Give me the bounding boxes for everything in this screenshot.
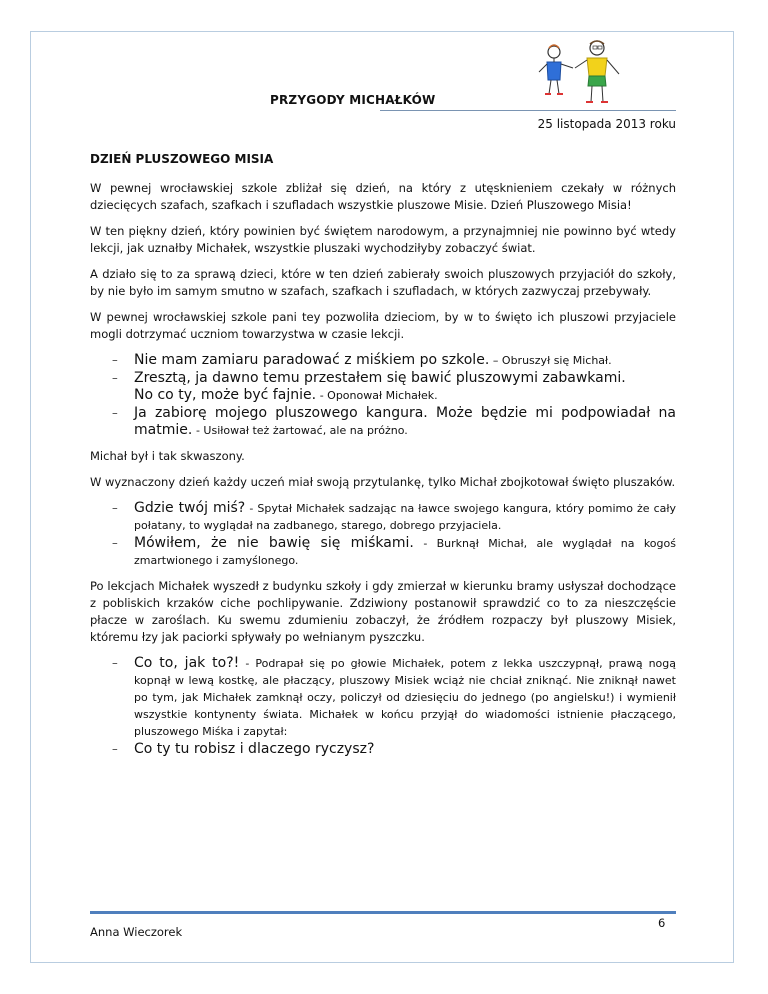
dialogue-item [90, 535, 676, 569]
dialogue-speech: Nie mam zamiaru paradować z miśkiem po szkole. [134, 352, 490, 368]
dialogue-speech: Co ty tu robisz i dlaczego ryczysz? [134, 741, 375, 757]
dialogue-item [90, 655, 676, 740]
dialogue-item [90, 741, 676, 758]
story-heading: DZIEŃ PLUSZOWEGO MISIA [90, 152, 274, 166]
dialogue-tag: - Oponował Michałek. [319, 389, 438, 402]
dialogue-item [90, 405, 676, 439]
dialogue-tag: - Usiłował też żartować, ale na próżno. [195, 424, 408, 437]
dialogue-item [90, 352, 676, 369]
dialogue-item [90, 500, 676, 534]
dialogue-tag: - Burknął Michał, ale wyglądał na kogoś zmartwionego i zamyślonego. [134, 537, 676, 567]
paragraph-5: Michał był i tak skwaszony. [90, 449, 245, 463]
dialogue-speech: Co to, jak to?! [134, 655, 240, 671]
children-drawing-logo [527, 38, 627, 110]
page-number: 6 [658, 916, 666, 930]
dialogue-tag: – Obruszył się Michał. [492, 354, 612, 367]
dialogue-speech: – Zresztą, ja dawno temu przestałem się bawić pluszowymi zabawkami. [134, 370, 626, 386]
dialogue-speech: Mówiłem, że nie bawię się miśkami. [134, 535, 414, 551]
story-content [90, 151, 676, 767]
dialogue-tag: - Podrapał się po głowie Michałek, potem z lekka uszczypnął, prawą nogą kopnął w lewą kostkę, ale płaczący, pluszowy Misiek wciąż nie chciał zniknąć. Nie zniknął nawet po tym, jak Michałek zamknął oczy, policzył od dziesięciu do jednego (po angielsku!) i wymienił wszystkie kontynenty świata. Michałek w końcu przyjął do wiadomości istnienie płaczącego, pluszowego Miśka i zapytał: [134, 657, 677, 738]
header-title: PRZYGODY MICHAŁKÓW [270, 93, 436, 107]
footer-author: Anna Wieczorek [90, 925, 183, 939]
dialogue-speech: Ja zabiorę mojego pluszowego kangura. Może będzie mi podpowiadał na matmie. [134, 405, 676, 438]
dialogue-list-3 [90, 655, 676, 758]
dialogue-speech-continued: No co ty, może być fajnie. [134, 387, 317, 403]
paragraph-2: W ten piękny dzień, który powinien być świętem narodowym, a przynajmniej nie powinno być wtedy lekcji, jak uznałby Michałek, wszystkie pluszaki wychodziłyby zobaczyć świat. [90, 224, 676, 255]
paragraph-3: A działo się to za sprawą dzieci, które w ten dzień zabierały swoich pluszowych przyjaciół do szkoły, by nie było im samym smutno w szafach, szafkach i szufladach, w których zazwyczaj przebywały. [90, 267, 676, 298]
dialogue-speech: Gdzie twój miś? [134, 500, 246, 516]
paragraph-7: Po lekcjach Michałek wyszedł z budynku szkoły i gdy zmierzał w kierunku bramy usłyszał dochodzące z pobliskich krzaków ciche pochlipywanie. Zdziwiony postanowił sprawdzić co to za nieszczęście płacze w zaroślach. Ku swemu zdumieniu zobaczył, że źródłem rozpaczy był pluszowy Misiek, któremu łzy jak paciorki spływały po wełnianym pyszczku. [90, 579, 676, 644]
paragraph-6: W wyznaczony dzień każdy uczeń miał swoją przytulankę, tylko Michał zbojkotował święto pluszaków. [90, 475, 676, 489]
footer-divider [90, 911, 676, 914]
dialogue-list-2 [90, 500, 676, 569]
header-divider [380, 110, 676, 111]
dialogue-item [90, 370, 676, 404]
dialogue-tag: - Spytał Michałek sadzając na ławce swojego kangura, który pomimo że cały połatany, to wyglądał na zadbanego, starego, dobrego przyjaciela. [134, 502, 676, 532]
paragraph-1: W pewnej wrocławskiej szkole zbliżał się dzień, na który z utęsknieniem czekały w różnych dziecięcych szafach, szafkach i szufladach wszystkie pluszowe Misie. Dzień Pluszowego Misia! [90, 181, 676, 212]
dialogue-list-1 [90, 352, 676, 439]
header-date: 25 listopada 2013 roku [537, 117, 676, 131]
paragraph-4: W pewnej wrocławskiej szkole pani tey pozwoliła dzieciom, by w to święto ich pluszowi przyjaciele mogli dotrzymać uczniom towarzystwa w czasie lekcji. [90, 310, 676, 341]
